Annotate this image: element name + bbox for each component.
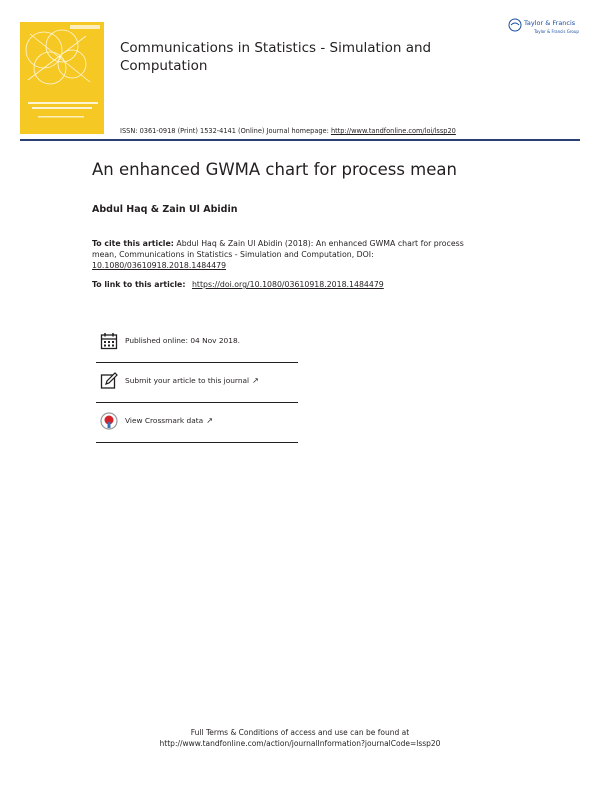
publisher-logo-icon: [508, 18, 522, 32]
calendar-icon: [100, 332, 118, 350]
publisher-logo-text: Taylor & Francis: [524, 19, 576, 27]
journal-title: Communications in Statistics - Simulation and Computation: [120, 40, 432, 74]
footer-terms-link[interactable]: http://www.tandfonline.com/action/journalInformation?journalCode=lssp20: [159, 739, 441, 748]
header-divider: [20, 139, 580, 141]
article-doi-link[interactable]: https://doi.org/10.1080/03610918.2018.1484479: [191, 280, 384, 289]
article-link-block: [92, 280, 384, 289]
citation-doi-link[interactable]: 10.1080/03610918.2018.1484479: [92, 261, 227, 271]
footer-terms-text: Full Terms & Conditions of access and use can be found at: [190, 728, 410, 737]
edit-icon: [100, 372, 118, 390]
footer: [0, 727, 600, 749]
journal-homepage-link[interactable]: http://www.tandfonline.com/loi/lssp20: [330, 127, 456, 135]
published-online-label: Published online: 04 Nov 2018.: [125, 336, 240, 345]
crossmark-icon: [100, 412, 118, 430]
article-authors: Abdul Haq & Zain Ul Abidin: [92, 204, 238, 215]
publisher-logo-subtext: Taylor & Francis Group: [534, 29, 579, 34]
citation-block: [92, 238, 472, 272]
submit-article-label: Submit your article to this journal: [125, 376, 250, 385]
crossmark-label: View Crossmark data: [125, 416, 204, 425]
publisher-logo: [508, 18, 580, 40]
submit-article-link[interactable]: [125, 376, 259, 385]
article-title: An enhanced GWMA chart for process mean: [92, 160, 457, 179]
citation-text: Abdul Haq & Zain Ul Abidin (2018): An enhanced GWMA chart for process mean, Communications in Statistics - Simulation and Computation, DOI:: [92, 239, 464, 260]
external-link-icon: ↗: [206, 416, 213, 425]
crossmark-link[interactable]: [125, 416, 213, 425]
crossmark-row[interactable]: [96, 406, 298, 443]
external-link-icon: ↗: [252, 376, 259, 385]
citation-label: To cite this article:: [92, 239, 174, 248]
issn-line: [120, 127, 456, 135]
published-online-row: [96, 326, 298, 363]
article-link-label: To link to this article:: [92, 280, 186, 289]
cover-artwork: [20, 22, 104, 134]
issn-text: ISSN: 0361-0918 (Print) 1532-4141 (Online) Journal homepage:: [120, 127, 329, 135]
journal-cover-image: [20, 22, 104, 134]
submit-article-row[interactable]: [96, 366, 298, 403]
